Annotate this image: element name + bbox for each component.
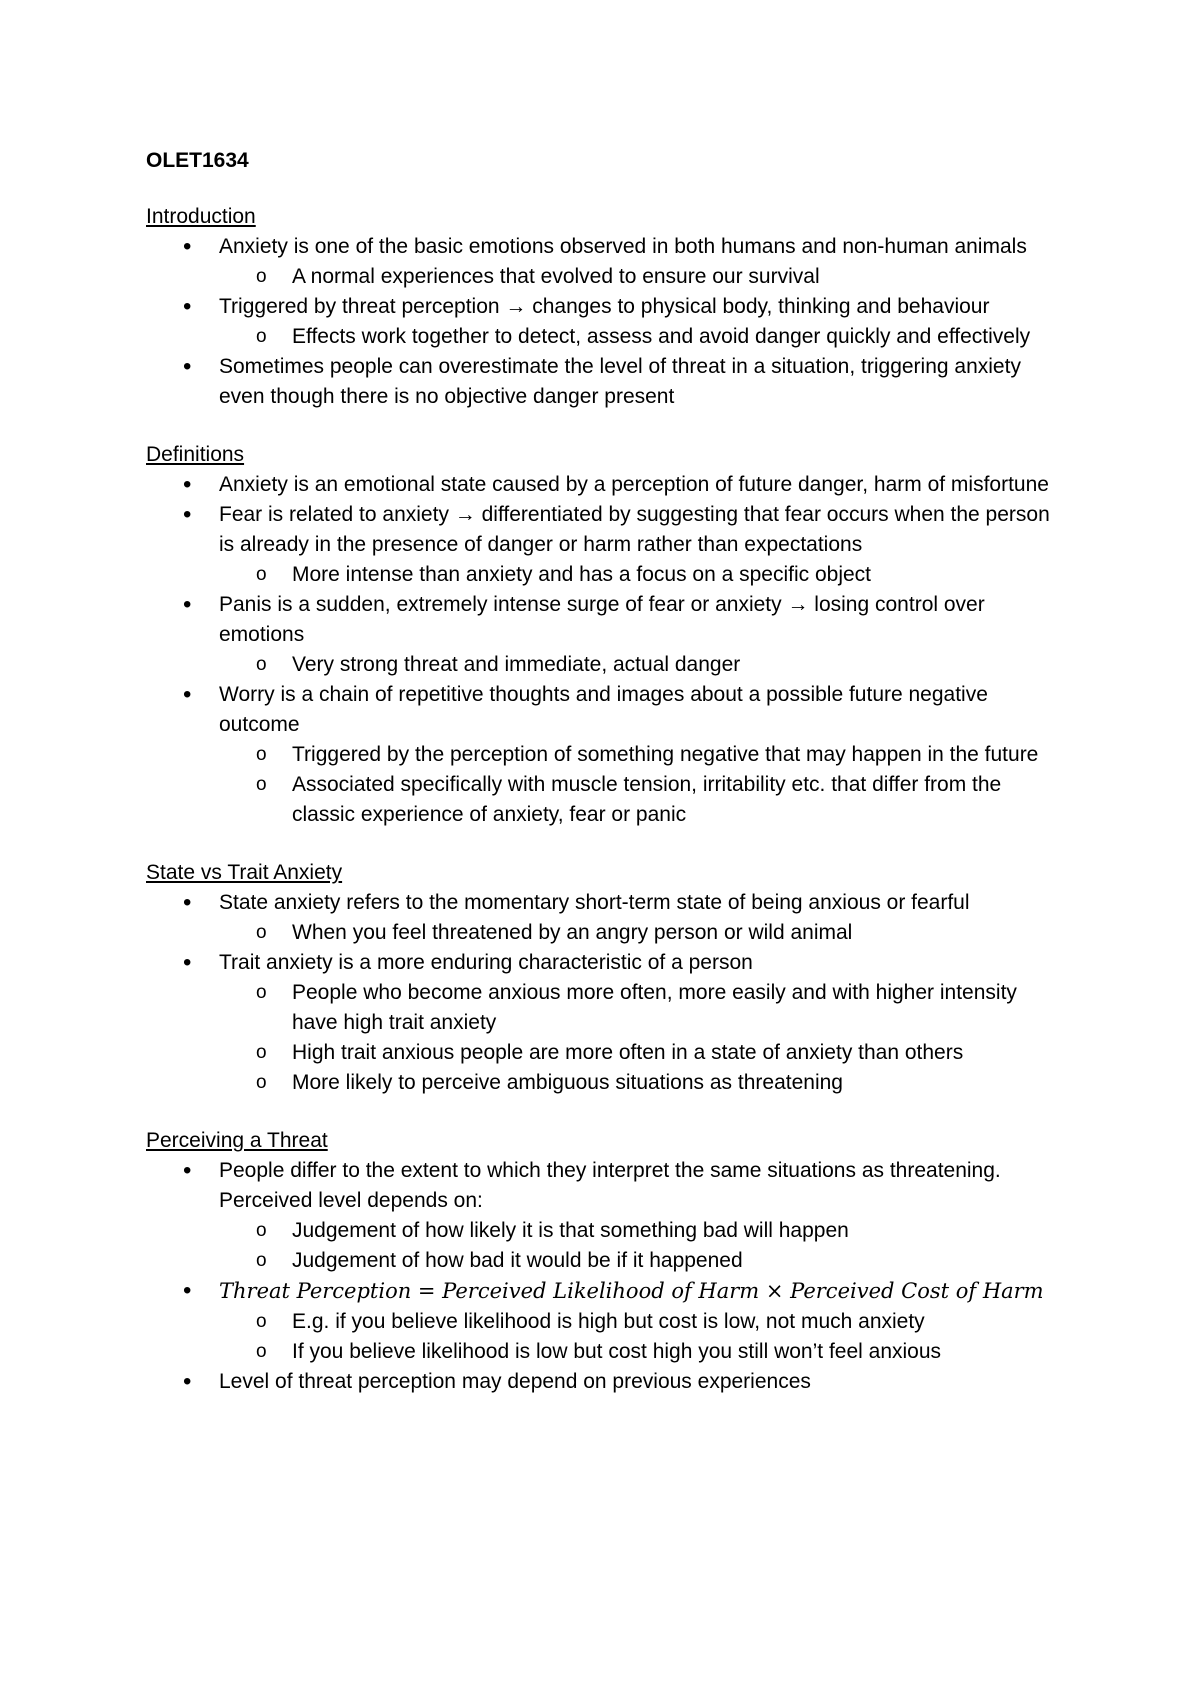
bullet-item: [146, 1156, 1066, 1276]
bullet-list: [146, 232, 1066, 412]
document-title: OLET1634: [146, 149, 249, 172]
bullet-text: Triggered by threat perception → changes to physical body, thinking and behaviour: [219, 295, 990, 318]
sub-bullet-item: o A normal experiences that evolved to ensure our survival: [219, 262, 1066, 292]
sub-bullet-list: [219, 978, 1066, 1098]
bullet-text: Sometimes people can overestimate the level of threat in a situation, triggering anxiety even though there is no objective danger present: [219, 355, 1021, 408]
sub-bullet-list: [219, 918, 1066, 948]
bullet-item: [146, 1276, 1066, 1367]
bullet-list: [146, 888, 1066, 1098]
section-heading: State vs Trait Anxiety: [146, 861, 343, 884]
section-heading: Introduction: [146, 205, 256, 228]
bullet-item: [146, 1367, 1066, 1397]
bullet-item: [146, 232, 1066, 292]
sub-bullet-item: o If you believe likelihood is low but cost high you still won’t feel anxious: [219, 1337, 1066, 1367]
bullet-text: Anxiety is an emotional state caused by a perception of future danger, harm of misfortune: [219, 473, 1049, 496]
section-heading: Definitions: [146, 443, 245, 466]
sub-bullet-item: o More likely to perceive ambiguous situations as threatening: [219, 1068, 1066, 1098]
sub-bullet-list: [219, 262, 1066, 292]
sub-bullet-item: o Judgement of how bad it would be if it happened: [219, 1246, 1066, 1276]
sub-bullet-item: o Judgement of how likely it is that something bad will happen: [219, 1216, 1066, 1246]
sub-bullet-item: o Triggered by the perception of something negative that may happen in the future: [219, 740, 1066, 770]
bullet-text: Anxiety is one of the basic emotions observed in both humans and non-human animals: [219, 235, 1027, 258]
section: [146, 858, 1066, 1098]
sub-bullet-item: o When you feel threatened by an angry person or wild animal: [219, 918, 1066, 948]
bullet-text: Worry is a chain of repetitive thoughts and images about a possible future negative outcome: [219, 683, 988, 736]
bullet-item: [146, 470, 1066, 500]
sub-bullet-item: o More intense than anxiety and has a focus on a specific object: [219, 560, 1066, 590]
bullet-text: Fear is related to anxiety → differentiated by suggesting that fear occurs when the person is already in the presence of danger or harm rather than expectations: [219, 503, 1050, 556]
bullet-item: [146, 590, 1066, 680]
bullet-text: People differ to the extent to which they interpret the same situations as threatening. Perceived level depends on:: [219, 1159, 1001, 1212]
bullet-list: [146, 470, 1066, 830]
bullet-text: Level of threat perception may depend on previous experiences: [219, 1370, 811, 1393]
bullet-item: [146, 888, 1066, 948]
bullet-text: Trait anxiety is a more enduring characteristic of a person: [219, 951, 753, 974]
sub-bullet-list: [219, 650, 1066, 680]
bullet-item: [146, 500, 1066, 590]
sub-bullet-list: [219, 322, 1066, 352]
sub-bullet-list: [219, 740, 1066, 830]
section: [146, 202, 1066, 412]
sub-bullet-item: o People who become anxious more often, more easily and with higher intensity have high trait anxiety: [219, 978, 1066, 1038]
bullet-item: [146, 352, 1066, 412]
sections-container: [146, 202, 1066, 1397]
sub-bullet-item: o Very strong threat and immediate, actual danger: [219, 650, 1066, 680]
section-heading: Perceiving a Threat: [146, 1129, 328, 1152]
formula-text: Threat Perception = Perceived Likelihood of Harm × Perceived Cost of Harm: [219, 1279, 1044, 1303]
document-page: [146, 146, 1066, 1425]
section: [146, 440, 1066, 830]
sub-bullet-item: o Effects work together to detect, assess and avoid danger quickly and effectively: [219, 322, 1066, 352]
bullet-item: [146, 680, 1066, 830]
sub-bullet-list: [219, 1307, 1066, 1367]
sub-bullet-item: o Associated specifically with muscle tension, irritability etc. that differ from the classic experience of anxiety, fear or panic: [219, 770, 1066, 830]
sub-bullet-item: o E.g. if you believe likelihood is high but cost is low, not much anxiety: [219, 1307, 1066, 1337]
sub-bullet-list: [219, 1216, 1066, 1276]
section: [146, 1126, 1066, 1397]
bullet-item: [146, 292, 1066, 352]
bullet-list: [146, 1156, 1066, 1397]
bullet-item: [146, 948, 1066, 1098]
sub-bullet-item: o High trait anxious people are more often in a state of anxiety than others: [219, 1038, 1066, 1068]
sub-bullet-list: [219, 560, 1066, 590]
bullet-text: State anxiety refers to the momentary short-term state of being anxious or fearful: [219, 891, 970, 914]
bullet-text: Panis is a sudden, extremely intense surge of fear or anxiety → losing control over emotions: [219, 593, 985, 646]
